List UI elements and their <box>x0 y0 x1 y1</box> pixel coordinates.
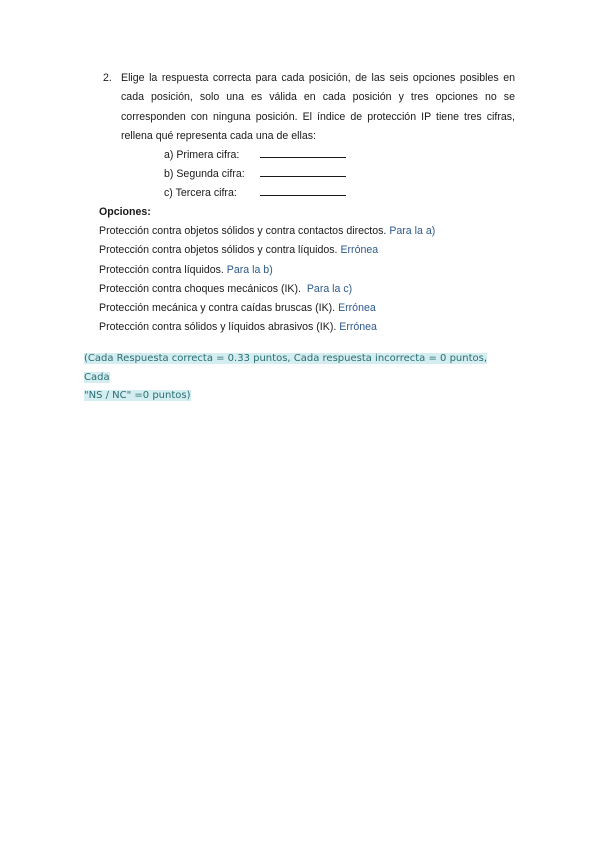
option-text: Protección contra objetos sólidos y contra contactos directos. <box>99 225 387 238</box>
list-item <box>99 241 435 260</box>
option-text: Protección contra sólidos y líquidos abrasivos (IK). <box>99 321 337 334</box>
list-item <box>99 299 435 318</box>
option-answer: Para la b) <box>226 263 273 276</box>
option-answer: Para la a) <box>389 225 436 238</box>
option-text: Protección mecánica y contra caídas bruscas (IK). <box>99 302 336 315</box>
scoring-note <box>84 350 514 406</box>
list-item <box>99 318 435 337</box>
options-title: Opciones: <box>99 206 151 218</box>
subitem-label: a) Primera cifra: <box>164 149 240 161</box>
option-text: Protección contra choques mecánicos (IK). <box>99 282 301 295</box>
scoring-line-2: "NS / NC" =0 puntos) <box>84 390 191 401</box>
list-item <box>99 222 435 241</box>
scoring-line-1: (Cada Respuesta correcta = 0.33 puntos, Cada respuesta incorrecta = 0 puntos, Cada <box>84 353 488 383</box>
answer-blank <box>260 185 346 196</box>
question-text: Elige la respuesta correcta para cada posición, de las seis opciones posibles en cada posición, solo una es válida en cada posición y tres opciones no se corresponden con ninguna posición. El índice de protección IP tiene tres cifras, rellena qué representa cada una de ellas: <box>121 72 515 142</box>
answer-fields <box>164 146 346 203</box>
option-text: Protección contra líquidos. <box>99 263 224 276</box>
subitem-label: c) Tercera cifra: <box>164 187 237 199</box>
option-answer: Errónea <box>340 244 379 257</box>
subitem-label: b) Segunda cifra: <box>164 168 245 180</box>
answer-blank <box>260 166 346 177</box>
option-answer: Errónea <box>338 302 376 315</box>
subitem-c <box>164 184 346 203</box>
question-block <box>103 69 515 146</box>
subitem-a <box>164 146 346 165</box>
list-item <box>99 261 435 280</box>
option-text: Protección contra objetos sólidos y contra líquidos. <box>99 244 338 257</box>
subitem-b <box>164 165 346 184</box>
option-answer: Para la c) <box>306 282 353 295</box>
option-answer: Errónea <box>339 321 377 334</box>
list-item <box>99 280 435 299</box>
question-number: 2. <box>103 72 112 84</box>
options-list <box>99 203 435 337</box>
answer-blank <box>260 147 346 158</box>
